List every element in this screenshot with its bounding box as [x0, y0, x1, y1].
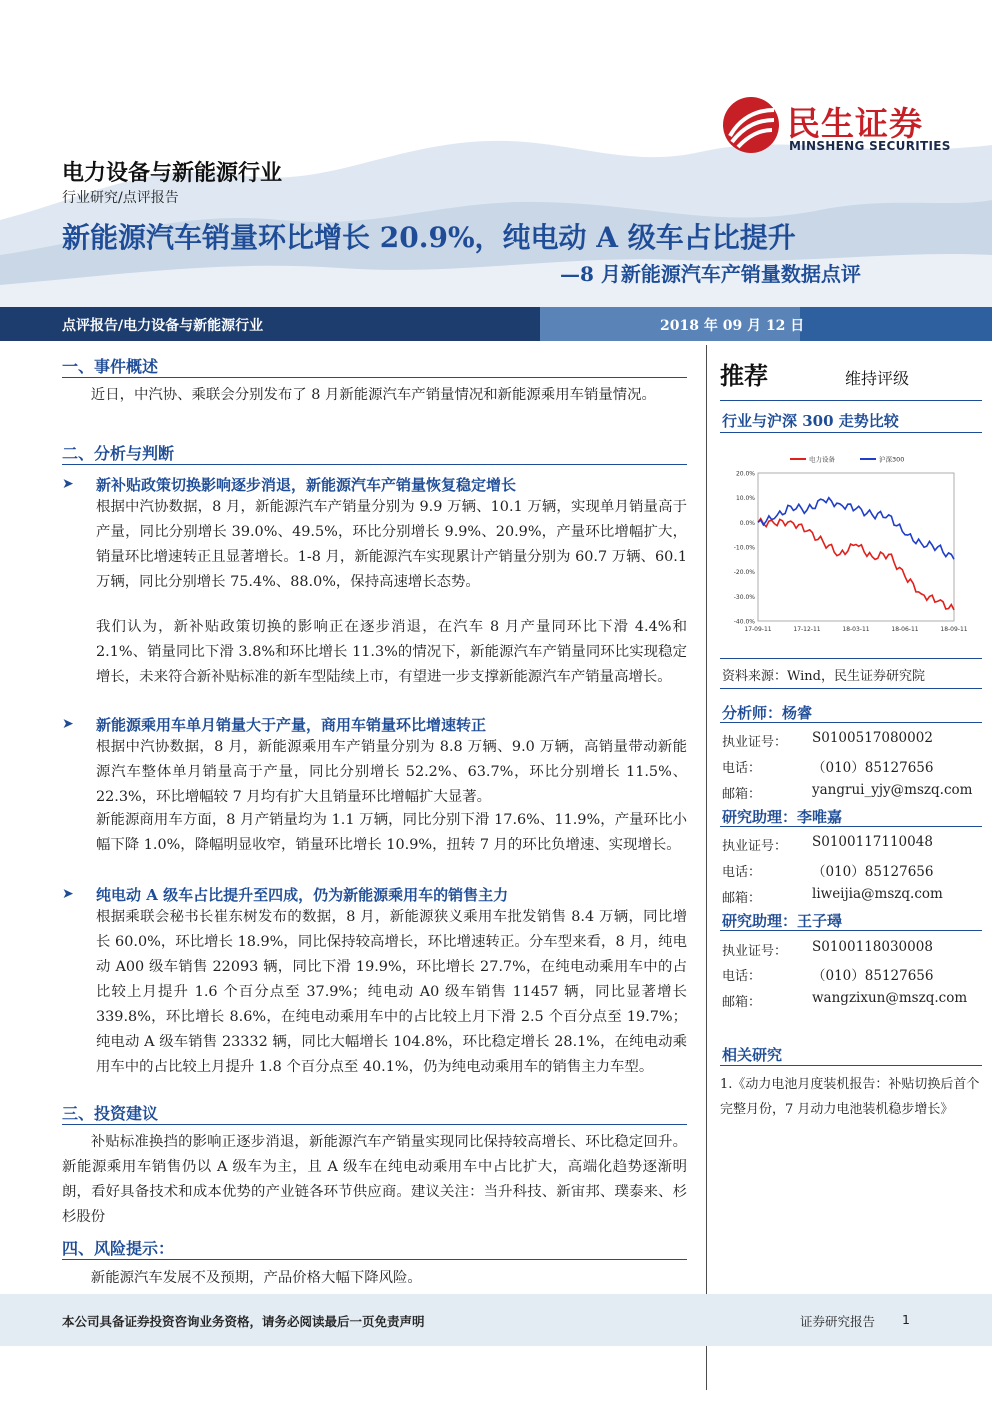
assistant-1-license-label: 执业证号：: [722, 839, 788, 854]
industry-title: 电力设备与新能源行业: [62, 161, 283, 186]
analyst-license: S0100517080002: [812, 730, 933, 746]
y-tick-label: -40.0%: [733, 618, 755, 626]
analyst-email[interactable]: yangrui_yjy@mszq.com: [812, 782, 973, 798]
assistant-1-heading: 研究助理：李唯嘉: [722, 808, 843, 826]
analyst-heading: 分析师：杨睿: [722, 704, 813, 722]
side-divider: [720, 722, 982, 723]
section-2-underline: [62, 464, 687, 465]
assistant-2-license-label: 执业证号：: [722, 944, 788, 959]
section-4-title: 四、风险提示：: [62, 1239, 175, 1258]
section-2-title: 二、分析与判断: [62, 444, 175, 463]
column-divider: [706, 345, 707, 1390]
bullet-3-paragraph: 根据乘联会秘书长崔东树发布的数据，8 月，新能源狭义乘用车批发销售 8.4 万辆，同比增长 60.0%，环比增长 18.9%，同比保持较高增长，环比增速转正。分车型来看，8 月，纯电动 A00 级车销售 22093 辆，同比下滑 19.9%，环比增长 27.7%，在纯电动乘用车中的占比较上月提升 1.6 个百分点至 37.9%；纯电动 A0 级车销售 11457 辆，同比显著增长 339.8%，环比增长 8.6%，在纯电动乘用车中的占比较上月下滑 2.5 个百分点至 19.7%；纯电动 A 级车销售 23332 辆，同比大幅增长 104.8%，环比稳定增长 28.1%，在纯电动乘用车中的占比较上月提升 1.8 个百分点至 40.1%，仍为纯电动乘用车的销售主力车型。: [96, 909, 687, 1075]
report-date: 2018 年 09 月 12 日: [660, 318, 805, 334]
side-divider: [720, 930, 982, 931]
brand-logo-icon: [722, 96, 780, 154]
y-tick-label: -20.0%: [733, 569, 755, 577]
side-divider: [720, 432, 982, 433]
assistant-2-phone: （010）85127656: [812, 968, 934, 984]
bullet-3-title: 纯电动 A 级车占比提升至四成，仍为新能源乘用车的销售主力: [96, 886, 509, 904]
analyst-phone-label: 电话：: [722, 761, 762, 776]
y-tick-label: 10.0%: [735, 495, 755, 503]
series-line-hs300: [758, 498, 954, 560]
assistant-2-phone-label: 电话：: [722, 969, 762, 984]
y-tick-label: -10.0%: [733, 544, 755, 552]
report-title: 新能源汽车销量环比增长 20.9%，纯电动 A 级车占比提升: [62, 221, 796, 254]
assistant-1-email[interactable]: liweijia@mszq.com: [812, 886, 943, 902]
assistant-2-license: S0100118030008: [812, 939, 933, 955]
section-4-underline: [62, 1259, 687, 1260]
section-1-title: 一、事件概述: [62, 357, 159, 376]
side-divider: [720, 1065, 982, 1066]
analyst-email-label: 邮箱：: [722, 787, 762, 802]
x-tick-label: 18-09-11: [940, 626, 968, 633]
brand-name-en: MINSHENG SECURITIES: [789, 139, 951, 153]
legend-label: 沪深300: [879, 455, 905, 464]
bullet-1-paragraph-1: 根据中汽协数据，8 月，新能源汽车产销量分别为 9.9 万辆、10.1 万辆，实现单月销量高于产量，同比分别增长 39.0%、49.5%，环比分别增长 9.9%、20.9%，产量环比增幅扩大，销量环比增速转正且显著增长。1-8 月，新能源汽车实现累计产销量分别为 60.7 万辆、60.1 万辆，同比分别增长 75.4%、88.0%，保持高速增长态势。: [96, 499, 687, 590]
y-tick-label: 0.0%: [739, 519, 755, 527]
side-divider: [720, 688, 982, 689]
bullet-arrow-icon: ➤: [62, 716, 74, 732]
assistant-2-email-label: 邮箱：: [722, 995, 762, 1010]
chart-heading: 行业与沪深 300 走势比较: [722, 412, 899, 430]
side-divider: [720, 400, 982, 401]
page-number: 1: [902, 1312, 910, 1327]
analyst-license-label: 执业证号：: [722, 735, 788, 750]
brand-name-cn: 民生证券: [787, 104, 923, 143]
assistant-2-email[interactable]: wangzixun@mszq.com: [812, 990, 968, 1006]
bullet-1-title: 新补贴政策切换影响逐步消退，新能源汽车产销量恢复稳定增长: [96, 476, 517, 494]
industry-vs-hs300-chart: [720, 445, 982, 645]
section-3-title: 三、投资建议: [62, 1104, 159, 1123]
analyst-phone: （010）85127656: [812, 760, 934, 776]
bullet-1-paragraph-2: 我们认为，新补贴政策切换的影响正在逐步消退，在汽车 8 月产量同环比下滑 4.4%和 2.1%、销量同比下滑 3.8%和环比增长 11.3%的情况下，新能源汽车产销量同环比实现稳定增长，未来符合新补贴标准的新车型陆续上市，有望进一步支撑新能源汽车产销量高增长。: [96, 619, 687, 685]
section-3-underline: [62, 1124, 687, 1125]
series-line-industry: [758, 519, 954, 610]
bullet-arrow-icon: ➤: [62, 886, 74, 902]
x-tick-label: 17-12-11: [793, 626, 821, 633]
assistant-1-phone-label: 电话：: [722, 865, 762, 880]
bullet-2-paragraph-1: 根据中汽协数据，8 月，新能源乘用车产销量分别为 8.8 万辆、9.0 万辆，高销量带动新能源汽车整体单月销量高于产量，同比分别增长 52.2%、63.7%，环比分别增长 11.5%、22.3%，环比增幅较 7 月均有扩大且销量环比增幅扩大显著。: [96, 739, 687, 805]
bullet-2-title: 新能源乘用车单月销量大于产量，商用车销量环比增速转正: [96, 716, 487, 734]
chart-source: 资料来源：Wind，民生证券研究院: [722, 669, 925, 684]
header-bar-category: 点评报告/电力设备与新能源行业: [62, 318, 264, 334]
section-3-paragraph: 补贴标准换挡的影响正逐步消退，新能源汽车产销量实现同比保持较高增长、环比稳定回升。新能源乘用车销售仍以 A 级车为主，且 A 级车在纯电动乘用车中占比扩大，高端化趋势逐渐明朗，看好具备技术和成本优势的产业链各环节供应商。建议关注：当升科技、新宙邦、璞泰来、杉杉股份: [62, 1134, 687, 1225]
x-tick-label: 18-03-11: [842, 626, 870, 633]
legend-label: 电力设备: [809, 455, 835, 464]
x-tick-label: 17-09-11: [744, 626, 772, 633]
footer-disclaimer: 本公司具备证券投资咨询业务资格，请务必阅读最后一页免责声明: [62, 1314, 425, 1329]
related-research-item[interactable]: 1.《动力电池月度装机报告：补贴切换后首个完整月份，7 月动力电池装机稳步增长》: [720, 1077, 980, 1117]
section-1-underline: [62, 377, 687, 378]
rating: 推荐: [720, 362, 768, 390]
y-tick-label: -30.0%: [733, 593, 755, 601]
x-tick-label: 18-06-11: [891, 626, 919, 633]
rating-note: 维持评级: [845, 369, 910, 388]
y-tick-label: 20.0%: [735, 470, 755, 478]
section-1-paragraph: 近日，中汽协、乘联会分别发布了 8 月新能源汽车产销量情况和新能源乘用车销量情况。: [90, 387, 656, 403]
side-divider: [720, 658, 982, 659]
side-divider: [720, 826, 982, 827]
bullet-arrow-icon: ➤: [62, 476, 74, 492]
related-research-heading: 相关研究: [722, 1046, 783, 1064]
section-4-paragraph: 新能源汽车发展不及预期，产品价格大幅下降风险。: [90, 1270, 422, 1286]
footer-label: 证券研究报告: [800, 1314, 876, 1329]
assistant-1-email-label: 邮箱：: [722, 891, 762, 906]
report-type: 行业研究/点评报告: [62, 190, 179, 206]
bullet-2-paragraph-2: 新能源商用车方面，8 月产销量均为 1.1 万辆，同比分别下滑 17.6%、11.9%，产量环比小幅下降 1.0%，降幅明显收窄，销量环比增长 10.9%，扭转 7 月的环比负增速、实现增长。: [96, 812, 687, 853]
assistant-2-heading: 研究助理：王子璕: [722, 912, 843, 930]
report-subtitle: —8 月新能源汽车产销量数据点评: [560, 262, 861, 286]
assistant-1-phone: （010）85127656: [812, 864, 934, 880]
assistant-1-license: S0100117110048: [812, 834, 933, 850]
